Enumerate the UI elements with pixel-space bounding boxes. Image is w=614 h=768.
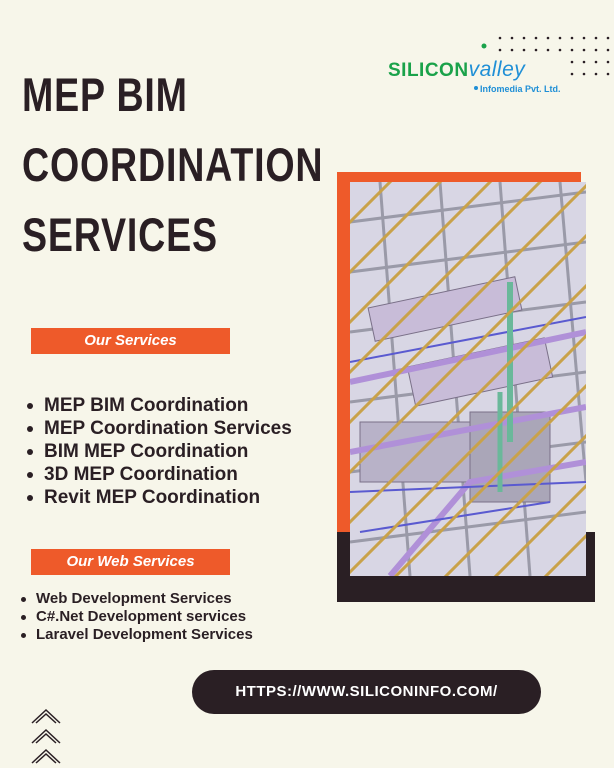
title-line-1: MEP BIM <box>22 68 188 121</box>
list-item: MEP BIM Coordination <box>24 394 292 417</box>
list-item: C#.Net Development services <box>18 608 253 626</box>
mep-model-image <box>350 182 586 576</box>
services-tag: Our Services <box>31 328 230 354</box>
logo-wordmark: SILICONvalley <box>388 58 526 81</box>
list-item: Laravel Development Services <box>18 626 253 644</box>
list-item: 3D MEP Coordination <box>24 463 292 486</box>
web-services-list <box>18 590 253 644</box>
list-item: Revit MEP Coordination <box>24 486 292 509</box>
website-url-link[interactable]: HTTPS://WWW.SILICONINFO.COM/ <box>192 670 541 714</box>
list-item: BIM MEP Coordination <box>24 440 292 463</box>
services-list <box>24 394 292 509</box>
chevron-up-icon <box>30 705 62 768</box>
page-title <box>22 60 324 270</box>
list-item: Web Development Services <box>18 590 253 608</box>
list-item: MEP Coordination Services <box>24 417 292 440</box>
title-line-3: SERVICES <box>22 208 218 261</box>
web-services-tag: Our Web Services <box>31 549 230 575</box>
title-line-2: COORDINATION <box>22 138 324 191</box>
logo-tagline: Infomedia Pvt. Ltd. <box>480 84 561 94</box>
company-logo <box>380 30 614 120</box>
